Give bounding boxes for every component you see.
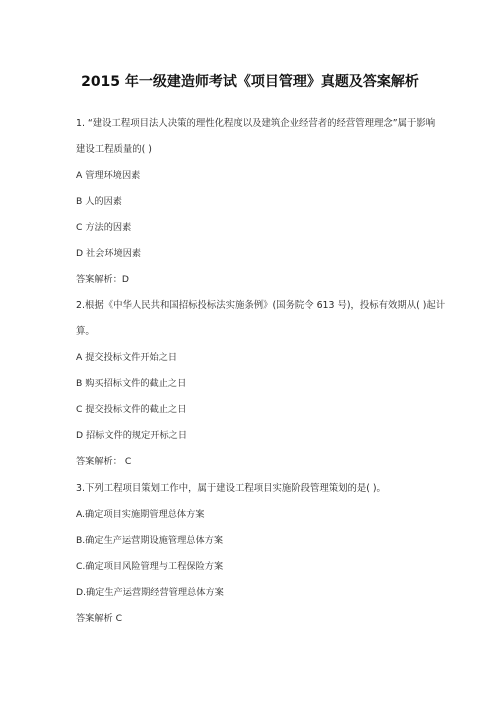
- question-2-option-b: B 购买招标文件的截止之日: [76, 378, 187, 389]
- question-1-option-d: D 社会环境因素: [76, 248, 142, 259]
- question-1-option-c: C 方法的因素: [76, 222, 132, 233]
- question-1-option-b: B 人的因素: [76, 196, 122, 207]
- question-3-option-b: B.确定生产运营期设施管理总体方案: [76, 535, 224, 546]
- question-1-option-a: A 管理环境因素: [76, 170, 141, 181]
- question-1-answer: 答案解析：D: [76, 274, 130, 285]
- question-2-option-a: A 提交投标文件开始之日: [76, 352, 178, 363]
- document-title: 2015 年一级建造师考试《项目管理》真题及答案解析: [81, 74, 419, 90]
- question-1-stem-line-1: 1. “建设工程项目法人决策的理性化程度以及建筑企业经营者的经营管理理念”属于影响: [76, 118, 436, 129]
- question-3-answer: 答案解析 C: [76, 613, 123, 624]
- question-2-stem-line-1: 2.根据《中华人民共和国招标投标法实施条例》(国务院令 613 号)，投标有效期从( )起计: [76, 300, 446, 311]
- question-2-answer: 答案解析： C: [76, 456, 132, 467]
- question-3-option-a: A.确定项目实施期管理总体方案: [76, 509, 205, 520]
- question-3-option-c: C.确定项目风险管理与工程保险方案: [76, 561, 224, 572]
- question-2-stem-line-2: 算。: [76, 326, 95, 337]
- question-3-option-d: D.确定生产运营期经营管理总体方案: [76, 587, 224, 598]
- question-2-option-d: D 招标文件的规定开标之日: [76, 430, 188, 441]
- question-1-stem-line-2: 建设工程质量的( ): [76, 144, 152, 155]
- question-2-option-c: C 提交投标文件的截止之日: [76, 404, 187, 415]
- question-3-stem-line-1: 3.下列工程项目策划工作中，属于建设工程项目实施阶段管理策划的是( )。: [76, 483, 386, 494]
